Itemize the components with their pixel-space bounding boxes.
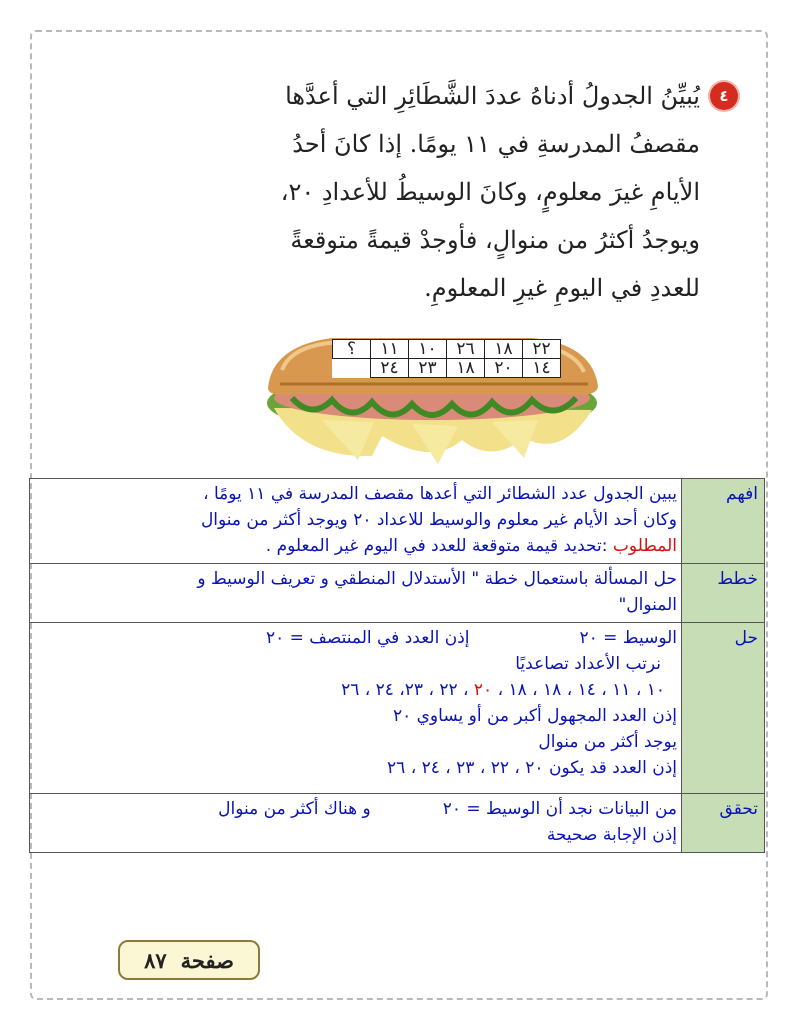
plan-row-plan: [30, 564, 765, 623]
problem-line: للعددِ في اليومِ غيرِ المعلومِ.: [424, 274, 700, 302]
step-body-understand: [30, 479, 682, 564]
step-label-solve: حل: [682, 623, 765, 794]
solve-line: إذن العدد المجهول أكبر من أو يساوي ٢٠: [392, 706, 677, 726]
table-cell: ٢٢: [523, 340, 561, 359]
check-line: إذن الإجابة صحيحة: [546, 825, 677, 845]
table-cell: ١٠: [409, 340, 447, 359]
table-cell: ١٤: [523, 359, 561, 378]
empty-cell: [333, 359, 371, 378]
page-label: صفحة: [180, 947, 234, 973]
problem-number-badge: ٤: [710, 82, 738, 110]
table-cell: ١٨: [485, 340, 523, 359]
table-cell: ٢٠: [485, 359, 523, 378]
table-row: [333, 340, 561, 359]
problem-line: ويوجدُ أكثرُ من منوالٍ، فأوجدْ قيمةً متوقعةً: [290, 226, 700, 254]
step-body-solve: [30, 623, 682, 794]
page-number: ٨٧: [144, 947, 167, 973]
spacer: [34, 781, 677, 789]
understand-line: [34, 533, 677, 559]
page-number-tag: [118, 940, 260, 980]
step-body-plan: [30, 564, 682, 623]
solve-line: إذن العدد قد يكون ٢٠ ، ٢٢ ، ٢٣ ، ٢٤ ، ٢٦: [387, 758, 677, 778]
problem-statement: [120, 72, 700, 312]
step-label-check: تحقق: [682, 794, 765, 853]
unknown-cell: ؟: [333, 340, 371, 359]
middle-statement: إذن العدد في المنتصف = ٢٠: [265, 628, 470, 648]
step-body-check: [30, 794, 682, 853]
required-label: المطلوب: [612, 536, 677, 556]
problem-line: مقصفُ المدرسةِ في ١١ يومًا. إذا كانَ أحدُ: [292, 130, 700, 158]
solution-plan-table: [29, 478, 765, 853]
sorted-part: ، ٢٢ ، ٢٣، ٢٤ ، ٢٦: [341, 680, 474, 700]
table-cell: ١٨: [447, 359, 485, 378]
table-cell: ٢٦: [447, 340, 485, 359]
plan-row-understand: [30, 479, 765, 564]
check-line: [34, 796, 677, 822]
table-cell: ٢٤: [371, 359, 409, 378]
step-label-understand: افهم: [682, 479, 765, 564]
understand-line: يبين الجدول عدد الشطائر التي أعدها مقصف المدرسة في ١١ يومًا ،: [203, 484, 677, 504]
solve-line: [34, 625, 677, 651]
plan-line: المنوال": [618, 595, 677, 615]
sorted-median: ٢٠: [473, 680, 493, 700]
median-statement: الوسيط = ٢٠: [579, 628, 677, 648]
table-row: [333, 359, 561, 378]
solve-line: نرتب الأعداد تصاعديًا: [515, 654, 661, 674]
understand-line: وكان أحد الأيام غير معلوم والوسيط للاعداد ٢٠ ويوجد أكثر من منوال: [200, 510, 677, 530]
check-mode: و هناك أكثر من منوال: [218, 799, 371, 819]
sorted-part: ١٠ ، ١١ ، ١٤ ، ١٨ ، ١٨ ،: [492, 680, 665, 700]
required-text: :تحديد قيمة متوقعة للعدد في اليوم غير المعلوم .: [265, 536, 613, 556]
solve-line: يوجد أكثر من منوال: [538, 732, 677, 752]
step-label-plan: خطط: [682, 564, 765, 623]
sandwich-count-table: [332, 339, 561, 378]
problem-line: يُبيِّنُ الجدولُ أدناهُ عددَ الشَّطَائِرِ التي أعدَّها: [285, 82, 700, 110]
plan-line: حل المسألة باستعمال خطة " الأستدلال المنطقي و تعريف الوسيط و: [197, 569, 677, 589]
plan-row-check: [30, 794, 765, 853]
table-cell: ١١: [371, 340, 409, 359]
solve-line: [34, 677, 677, 703]
plan-row-solve: [30, 623, 765, 794]
check-median: من البيانات نجد أن الوسيط = ٢٠: [442, 799, 677, 819]
problem-line: الأيامِ غيرَ معلومٍ، وكانَ الوسيطُ للأعدادِ ٢٠،: [280, 178, 700, 206]
table-cell: ٢٣: [409, 359, 447, 378]
